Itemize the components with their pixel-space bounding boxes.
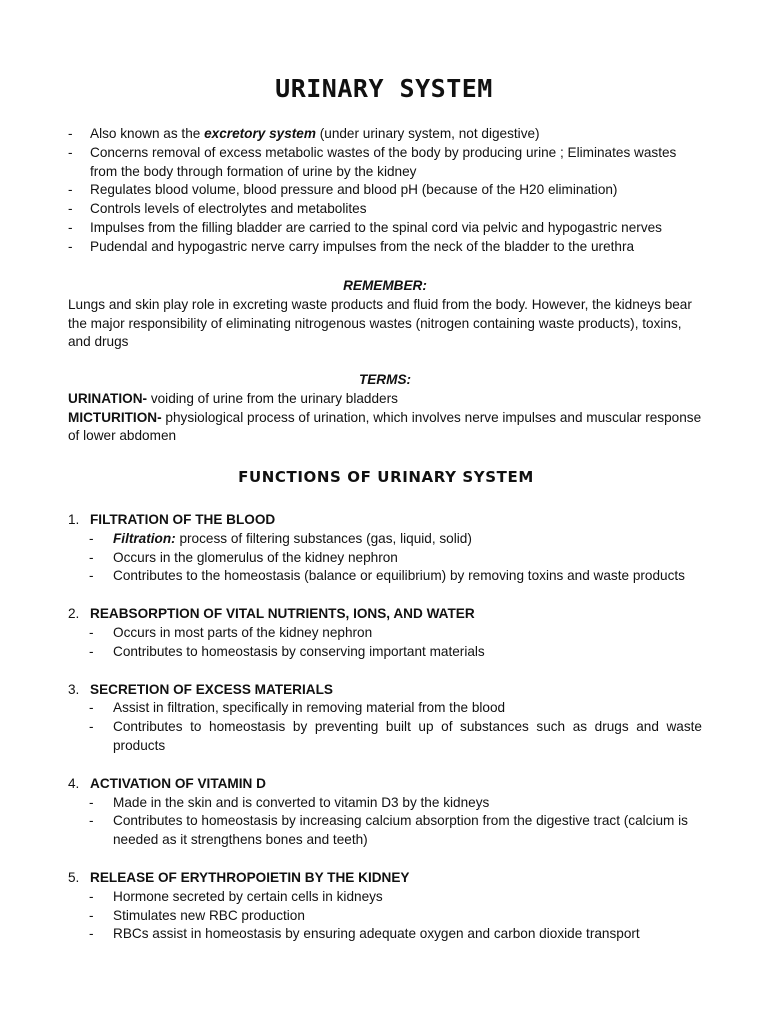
dash-bullet: - [89, 624, 94, 640]
dash-bullet: - [89, 549, 94, 565]
item-text: Pudendal and hypogastric nerve carry impulses from the neck of the bladder to the urethra [90, 238, 635, 254]
item-text: Contributes to homeostasis by increasing calcium absorption from the digestive tract (calcium is needed as it strengthens bones and teeth) [113, 813, 688, 848]
function-number: 4. [68, 775, 80, 791]
item-text: Assist in filtration, specifically in removing material from the blood [113, 700, 506, 716]
function-heading [68, 775, 702, 794]
terms-heading: TERMS: [358, 372, 412, 387]
dash-bullet: - [68, 126, 73, 141]
dash-bullet: - [68, 182, 73, 198]
dash-bullet: - [89, 643, 94, 659]
function-heading [68, 511, 702, 530]
list-item [89, 888, 702, 907]
function-title: SECRETION OF EXCESS MATERIALS [90, 681, 333, 697]
urination-term: URINATION- [68, 390, 148, 406]
list-item [89, 925, 702, 944]
item-text: Controls levels of electrolytes and metabolites [90, 201, 367, 217]
function-bullets [89, 794, 702, 850]
list-item [68, 219, 702, 238]
excretory-system-term: excretory system [204, 126, 316, 141]
function-title: FILTRATION OF THE BLOOD [90, 512, 276, 527]
dash-bullet: - [68, 238, 73, 254]
function-heading [68, 605, 702, 624]
function-title: REABSORPTION OF VITAL NUTRIENTS, IONS, AND WATER [90, 606, 475, 622]
list-item [89, 718, 702, 756]
function-item [68, 511, 702, 586]
item-text: Contributes to homeostasis by preventing built up of substances such as drugs and waste products [113, 719, 702, 753]
item-text: (under urinary system, not digestive) [315, 126, 540, 141]
list-item [89, 549, 702, 568]
item-text: Also known as the [90, 126, 205, 141]
function-heading [68, 681, 702, 700]
page-title: URINARY SYSTEM [275, 74, 493, 103]
list-item [68, 181, 702, 200]
function-heading [68, 869, 702, 888]
urination-definition [68, 390, 702, 409]
list-item [89, 699, 702, 718]
item-text: Occurs in most parts of the kidney nephron [113, 624, 373, 640]
function-number: 1. [68, 512, 80, 527]
definition-text: voiding of urine from the urinary bladders [147, 390, 398, 406]
dash-bullet: - [89, 700, 94, 716]
list-item [89, 643, 702, 662]
dash-bullet: - [89, 568, 94, 584]
function-bullets [89, 530, 702, 586]
list-item [89, 530, 702, 549]
intro-list [68, 125, 702, 257]
remember-text: Lungs and skin play role in excreting waste products and fluid from the body. However, the kidneys bear the major responsibility of eliminating nitrogenous wastes (nitrogen containing waste products), toxins, and drugs [68, 296, 692, 350]
item-text: process of filtering substances (gas, liquid, solid) [175, 530, 472, 546]
function-bullets [89, 699, 702, 755]
item-text: Stimulates new RBC production [113, 907, 305, 923]
list-item [89, 907, 702, 926]
dash-bullet: - [89, 719, 94, 735]
list-item [89, 794, 702, 813]
item-text: RBCs assist in homeostasis by ensuring adequate oxygen and carbon dioxide transport [113, 926, 640, 942]
function-bullets [89, 624, 702, 662]
dash-bullet: - [68, 219, 73, 235]
list-item [89, 624, 702, 643]
function-number: 3. [68, 681, 80, 697]
function-item [68, 605, 702, 661]
list-item [89, 812, 702, 850]
dash-bullet: - [68, 144, 73, 160]
dash-bullet: - [89, 888, 94, 904]
dash-bullet: - [89, 926, 94, 942]
dash-bullet: - [89, 794, 94, 810]
terms-section [68, 371, 702, 446]
micturition-term: MICTURITION- [68, 409, 162, 425]
item-text: Contributes to homeostasis by conserving important materials [113, 643, 485, 659]
item-text: Contributes to the homeostasis (balance or equilibrium) by removing toxins and waste products [113, 568, 685, 584]
remember-heading: REMEMBER: [343, 278, 427, 293]
micturition-definition [68, 409, 702, 447]
list-item [68, 238, 702, 257]
item-text: Made in the skin and is converted to vitamin D3 by the kidneys [113, 794, 490, 810]
dash-bullet: - [89, 907, 94, 923]
filtration-term: Filtration: [113, 530, 176, 546]
definition-text: physiological process of urination, which involves nerve impulses and muscular response of lower abdomen [68, 409, 702, 444]
dash-bullet: - [68, 201, 73, 217]
remember-section [68, 277, 702, 352]
list-item [68, 144, 702, 182]
function-number: 5. [68, 869, 80, 885]
dash-bullet: - [89, 813, 94, 829]
function-title: RELEASE OF ERYTHROPOIETIN BY THE KIDNEY [90, 869, 410, 885]
list-item [89, 567, 702, 586]
list-item [68, 200, 702, 219]
item-text: Hormone secreted by certain cells in kidneys [113, 888, 383, 904]
function-item [68, 775, 702, 850]
function-item [68, 869, 702, 944]
functions-list [68, 511, 702, 963]
dash-bullet: - [89, 530, 94, 546]
function-item [68, 681, 702, 756]
item-text: Concerns removal of excess metabolic wastes of the body by producing urine ; Eliminates wastes from the body through formation of urine by the kidney [90, 144, 677, 179]
item-text: Impulses from the filling bladder are carried to the spinal cord via pelvic and hypogastric nerves [90, 219, 662, 235]
item-text: Regulates blood volume, blood pressure and blood pH (because of the H20 elimination) [90, 182, 618, 198]
function-bullets [89, 888, 702, 944]
list-item [68, 125, 702, 144]
function-number: 2. [68, 606, 80, 622]
functions-title: FUNCTIONS OF URINARY SYSTEM [238, 468, 534, 486]
item-text: Occurs in the glomerulus of the kidney nephron [113, 549, 398, 565]
function-title: ACTIVATION OF VITAMIN D [90, 775, 266, 791]
